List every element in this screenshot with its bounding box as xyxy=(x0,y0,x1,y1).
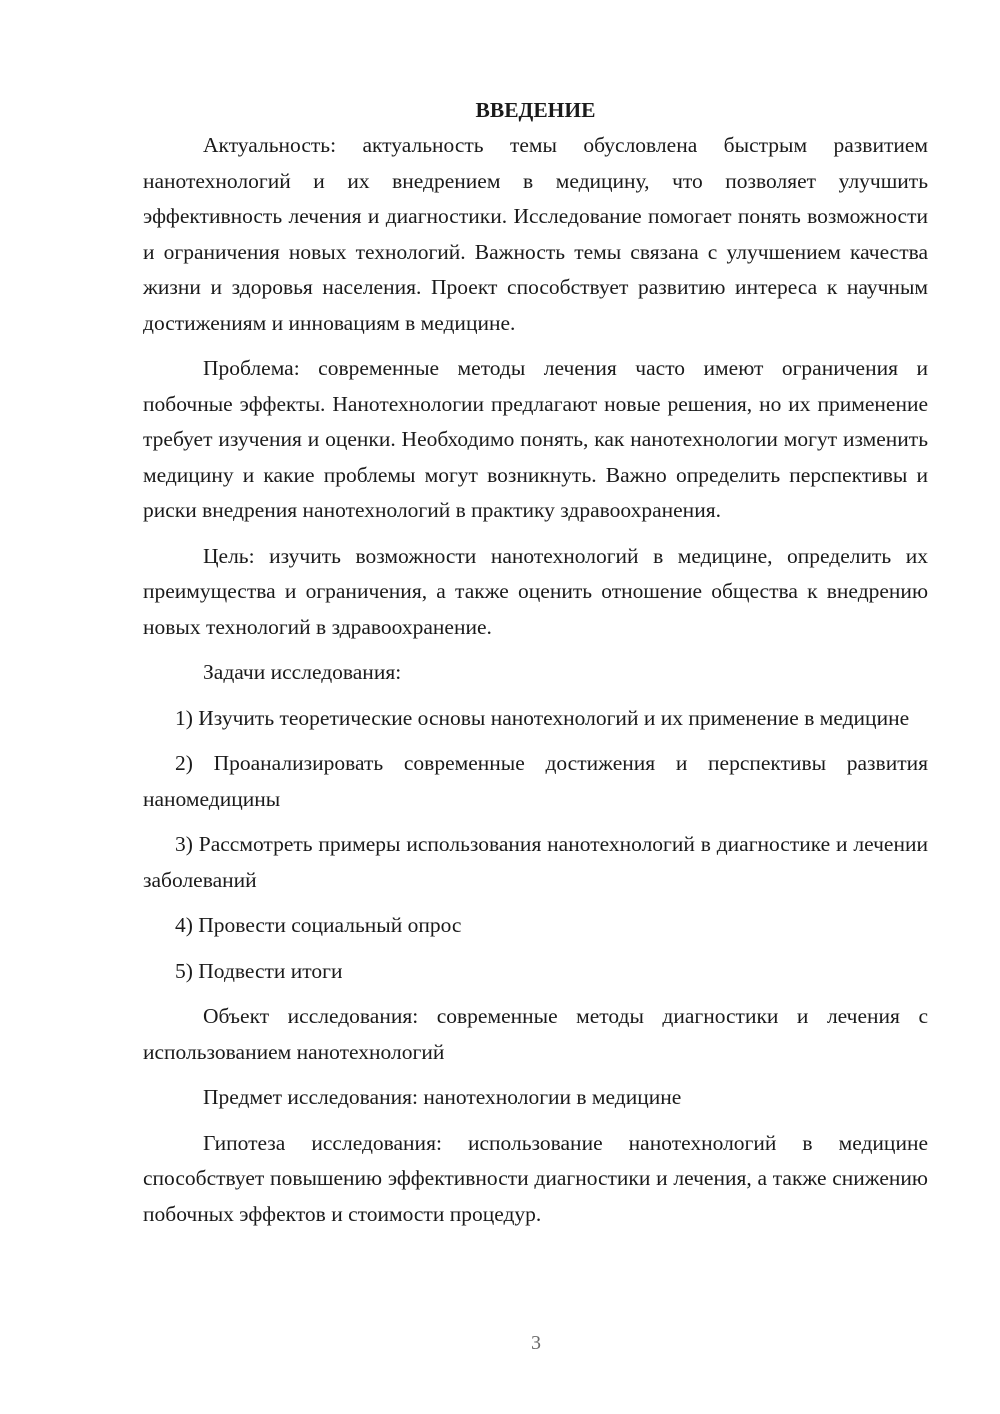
section-title: ВВЕДЕНИЕ xyxy=(475,98,596,122)
task-item-4: 4) Провести социальный опрос xyxy=(175,913,462,937)
paragraph-tasks-heading: Задачи исследования: xyxy=(203,660,402,684)
task-item-1: 1) Изучить теоретические основы нанотехнологий и их применение в медицине xyxy=(175,705,910,730)
page-number: 3 xyxy=(531,1332,541,1354)
task-item-5: 5) Подвести итоги xyxy=(175,958,343,983)
paragraph-problem: Проблема: современные методы лечения часто имеют ограничения и побочные эффекты. Нанотехнологии предлагают новые решения, но их применение требует изучения и оценки. Необходимо понять, как нанотехнологии могут изменить медицину и какие проблемы могут возникнуть. Важно определить перспективы и риски внедрения нанотехнологий в практику здравоохранения. xyxy=(143,356,928,522)
paragraph-subject: Предмет исследования: нанотехнологии в медицине xyxy=(203,1085,682,1109)
document-page xyxy=(143,93,928,1232)
task-item-3: 3) Рассмотреть примеры использования нанотехнологий в диагностике и лечении заболеваний xyxy=(143,832,928,892)
paragraph-relevance: Актуальность: актуальность темы обусловлена быстрым развитием нанотехнологий и их внедрением в медицину, что позволяет улучшить эффективность лечения и диагностики. Исследование помогает понять возможности и ограничения новых технологий. Важность темы связана с улучшением качества жизни и здоровья населения. Проект способствует развитию интереса к научным достижениям и инновациям в медицине. xyxy=(143,133,928,335)
paragraph-hypothesis: Гипотеза исследования: использование нанотехнологий в медицине способствует повышению эффективности диагностики и лечения, а также снижению побочных эффектов и стоимости процедур. xyxy=(143,1130,928,1226)
paragraph-object: Объект исследования: современные методы диагностики и лечения с использованием нанотехнологий xyxy=(143,1004,928,1064)
paragraph-goal: Цель: изучить возможности нанотехнологий в медицине, определить их преимущества и ограничения, а также оценить отношение общества к внедрению новых технологий в здравоохранение. xyxy=(143,543,928,639)
task-item-2: 2) Проанализировать современные достижения и перспективы развития наномедицины xyxy=(143,751,928,811)
